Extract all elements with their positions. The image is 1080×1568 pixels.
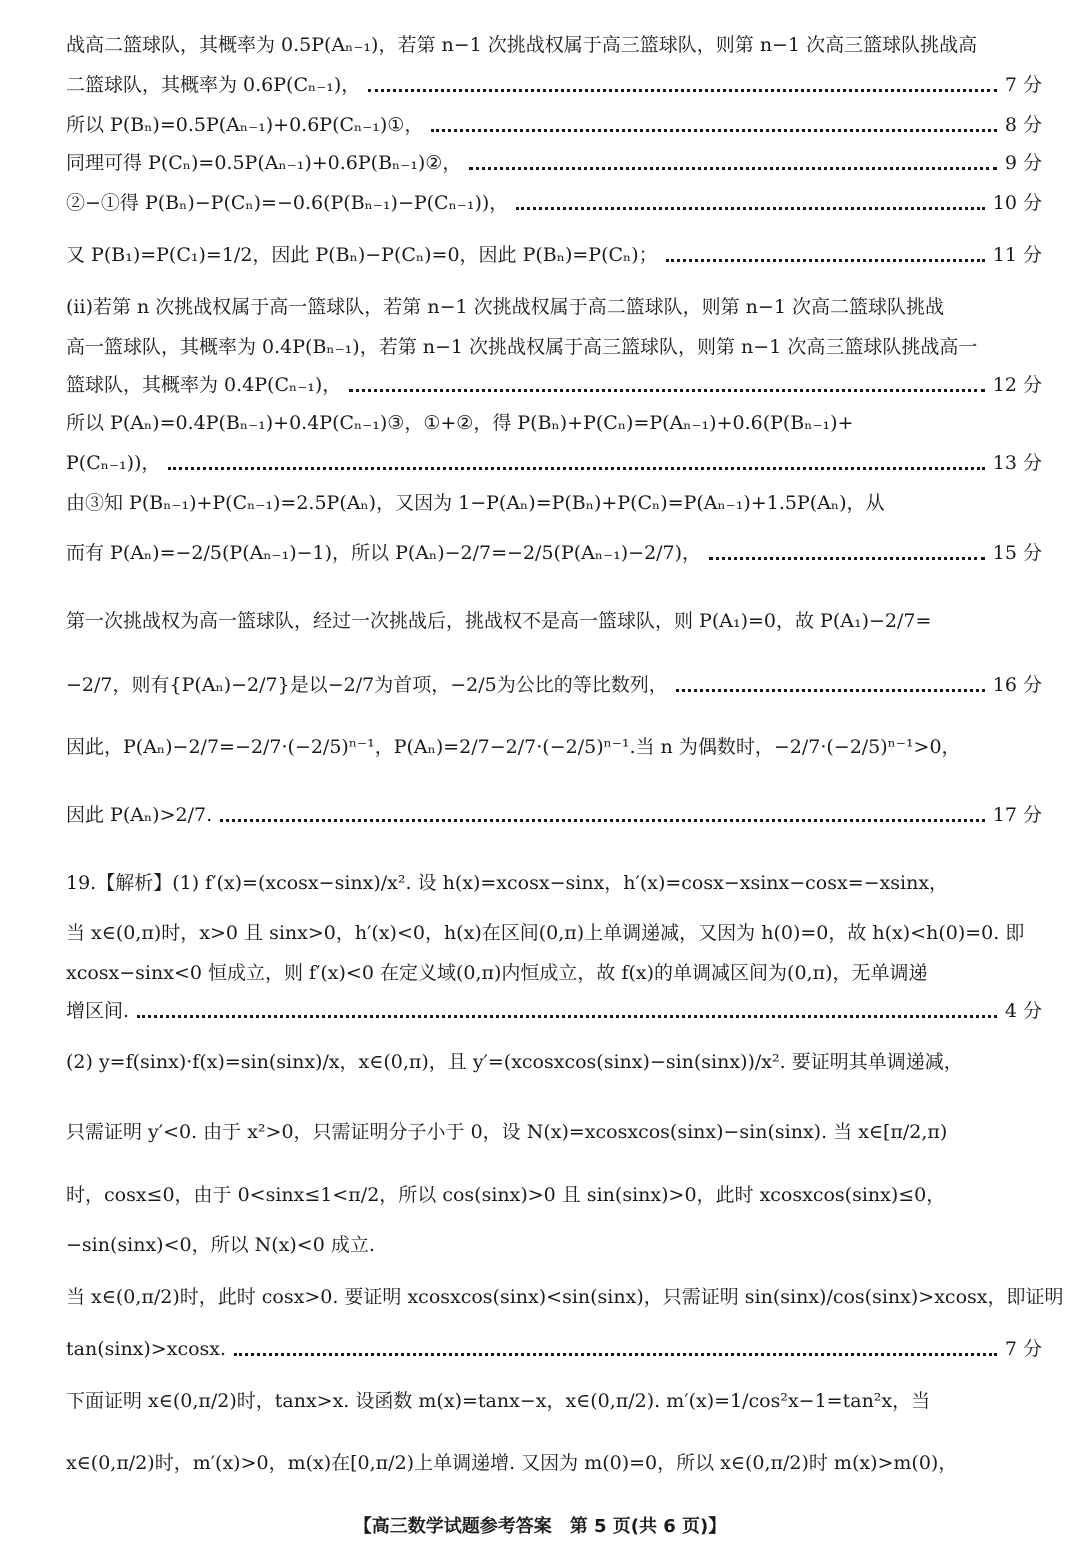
score-points: 11 分 [992, 244, 1042, 266]
dot-leader [368, 79, 997, 92]
line-text: −sin(sinx)<0，所以 N(x)<0 成立. [66, 1234, 375, 1256]
dot-leader [220, 809, 985, 822]
text-line [66, 1230, 1042, 1260]
text-line [66, 1282, 1064, 1312]
line-text: 同理可得 P(Cₙ)=0.5P(Aₙ₋₁)+0.6P(Bₙ₋₁)②， [66, 152, 462, 174]
dot-leader [349, 379, 985, 392]
score-points: 9 分 [1004, 152, 1042, 174]
line-text: 下面证明 x∈(0,π/2)时，tanx>x. 设函数 m(x)=tanx−x，x∈(0,π/2). m′(x)=1/cos²x−1=tan²x，当 [66, 1390, 931, 1412]
text-line [66, 1334, 1042, 1364]
score-points: 8 分 [1004, 114, 1042, 136]
line-text: 第一次挑战权为高一篮球队，经过一次挑战后，挑战权不是高一篮球队，则 P(A₁)=0，故 P(A₁)−2/7= [66, 610, 932, 632]
dot-leader [709, 547, 985, 560]
text-line [66, 670, 1042, 700]
line-text: 19.【解析】(1) f′(x)=(xcosx−sinx)/x². 设 h(x)=xcosx−sinx，h′(x)=cosx−xsinx−cosx=−xsinx， [66, 872, 949, 894]
text-line [66, 188, 1042, 218]
dot-leader [676, 679, 985, 692]
line-text: 时，cosx≤0，由于 0<sinx≤1<π/2，所以 cos(sinx)>0 且 sin(sinx)>0，此时 xcosxcos(sinx)≤0， [66, 1184, 946, 1206]
line-text: 因此，P(Aₙ)−2/7=−2/7·(−2/5)ⁿ⁻¹，P(Aₙ)=2/7−2/7·(−2/5)ⁿ⁻¹.当 n 为偶数时，−2/7·(−2/5)ⁿ⁻¹>0， [66, 736, 961, 758]
text-line [66, 918, 1042, 948]
score-points: 7 分 [1004, 1338, 1042, 1360]
dot-leader [431, 119, 997, 132]
page-footer: 【高三数学试题参考答案 第 5 页(共 6 页)】 [353, 1516, 727, 1537]
score-points: 17 分 [992, 804, 1042, 826]
score-points: 12 分 [992, 374, 1042, 396]
line-text: ②−①得 P(Bₙ)−P(Cₙ)=−0.6(P(Bₙ₋₁)−P(Cₙ₋₁))， [66, 192, 509, 214]
text-line [66, 370, 1042, 400]
line-text: 由③知 P(Bₙ₋₁)+P(Cₙ₋₁)=2.5P(Aₙ)，又因为 1−P(Aₙ)=P(Bₙ)+P(Cₙ)=P(Aₙ₋₁)+1.5P(Aₙ)，从 [66, 492, 885, 514]
text-line [66, 240, 1042, 270]
text-line [66, 70, 1042, 100]
score-points: 15 分 [992, 542, 1042, 564]
text-line [66, 332, 1042, 362]
text-line [66, 292, 1042, 322]
line-text: 篮球队，其概率为 0.4P(Cₙ₋₁)， [66, 374, 342, 396]
line-text: 增区间. [66, 1000, 130, 1022]
text-line [66, 732, 1042, 762]
text-line [66, 1117, 1042, 1147]
text-line [66, 1047, 1042, 1077]
dot-leader [234, 1343, 997, 1356]
text-line [66, 488, 1042, 518]
text-line [66, 996, 1042, 1026]
line-text: 当 x∈(0,π)时，x>0 且 sinx>0，h′(x)<0，h(x)在区间(0,π)上单调递减，又因为 h(0)=0，故 h(x)<h(0)=0. 即 [66, 922, 1025, 944]
dot-leader [137, 1005, 997, 1018]
line-text: (ⅱ)若第 n 次挑战权属于高一篮球队，若第 n−1 次挑战权属于高二篮球队，则第 n−1 次高二篮球队挑战 [66, 296, 944, 318]
score-points: 10 分 [992, 192, 1042, 214]
text-line [66, 958, 1042, 988]
line-text: 而有 P(Aₙ)=−2/5(P(Aₙ₋₁)−1)，所以 P(Aₙ)−2/7=−2/5(P(Aₙ₋₁)−2/7)， [66, 542, 702, 564]
text-line [66, 1386, 1042, 1416]
line-text: 因此 P(Aₙ)>2/7. [66, 804, 213, 826]
line-text: xcosx−sinx<0 恒成立，则 f′(x)<0 在定义域(0,π)内恒成立，故 f(x)的单调减区间为(0,π)，无单调递 [66, 962, 928, 984]
dot-leader [666, 249, 985, 262]
dot-leader [469, 157, 997, 170]
score-points: 13 分 [992, 452, 1042, 474]
line-text: tan(sinx)>xcosx. [66, 1338, 227, 1360]
text-line [66, 538, 1042, 568]
dot-leader [516, 197, 984, 210]
line-text: 当 x∈(0,π/2)时，此时 cosx>0. 要证明 xcosxcos(sinx)<sin(sinx)，只需证明 sin(sinx)/cos(sinx)>xcosx，即证明 [66, 1286, 1064, 1308]
text-line [66, 110, 1042, 140]
score-points: 7 分 [1004, 74, 1042, 96]
line-text: P(Cₙ₋₁))， [66, 452, 161, 474]
score-points: 16 分 [992, 674, 1042, 696]
text-line [66, 1448, 1042, 1478]
line-text: 所以 P(Bₙ)=0.5P(Aₙ₋₁)+0.6P(Cₙ₋₁)①， [66, 114, 424, 136]
line-text: 又 P(B₁)=P(C₁)=1/2，因此 P(Bₙ)−P(Cₙ)=0，因此 P(Bₙ)=P(Cₙ)； [66, 244, 658, 266]
text-line [66, 448, 1042, 478]
line-text: 所以 P(Aₙ)=0.4P(Bₙ₋₁)+0.4P(Cₙ₋₁)③，①+②，得 P(Bₙ)+P(Cₙ)=P(Aₙ₋₁)+0.6(P(Bₙ₋₁)+ [66, 412, 854, 434]
text-line [66, 868, 1042, 898]
line-text: 高一篮球队，其概率为 0.4P(Bₙ₋₁)，若第 n−1 次挑战权属于高三篮球队，则第 n−1 次高三篮球队挑战高一 [66, 336, 978, 358]
line-text: 二篮球队，其概率为 0.6P(Cₙ₋₁)， [66, 74, 361, 96]
line-text: 战高二篮球队，其概率为 0.5P(Aₙ₋₁)，若第 n−1 次挑战权属于高三篮球队，则第 n−1 次高三篮球队挑战高 [66, 34, 978, 56]
text-line [66, 408, 1042, 438]
line-text: x∈(0,π/2)时，m′(x)>0，m(x)在[0,π/2)上单调递增. 又因为 m(0)=0，所以 x∈(0,π/2)时 m(x)>m(0)， [66, 1452, 958, 1474]
text-line [66, 148, 1042, 178]
text-line [66, 800, 1042, 830]
text-line [66, 30, 1042, 60]
line-text: 只需证明 y′<0. 由于 x²>0，只需证明分子小于 0，设 N(x)=xcosxcos(sinx)−sin(sinx). 当 x∈[π/2,π) [66, 1121, 948, 1143]
dot-leader [168, 457, 984, 470]
score-points: 4 分 [1004, 1000, 1042, 1022]
text-line [66, 606, 1042, 636]
line-text: (2) y=f(sinx)·f(x)=sin(sinx)/x，x∈(0,π)，且 y′=(xcosxcos(sinx)−sin(sinx))/x². 要证明其单调递减， [66, 1051, 963, 1073]
line-text: −2/7，则有{P(Aₙ)−2/7}是以−2/7为首项，−2/5为公比的等比数列， [66, 674, 668, 696]
text-line [66, 1180, 1042, 1210]
